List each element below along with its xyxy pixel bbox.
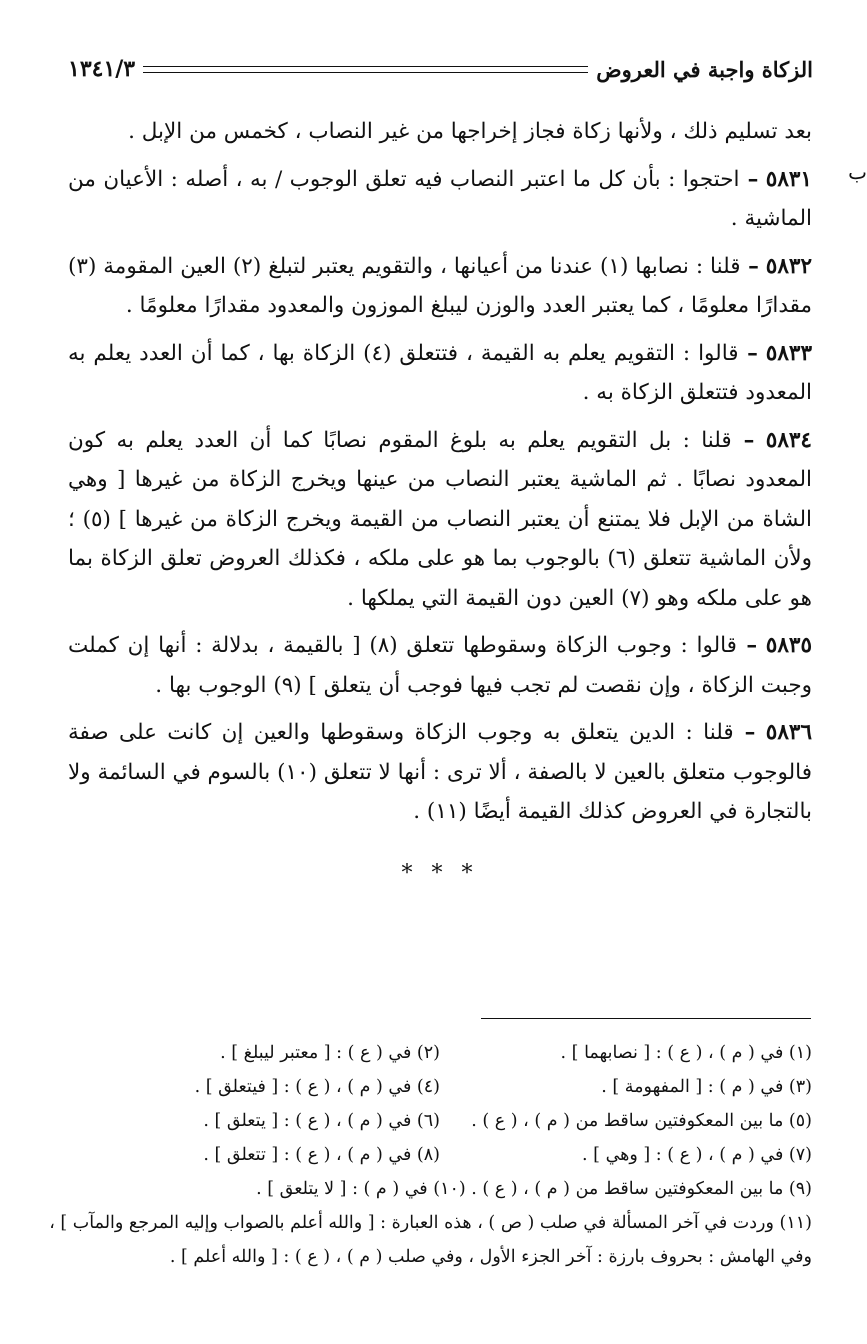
- footnote: (٢) في ( ع ) : [ معتبر ليبلغ ] .: [220, 1043, 440, 1063]
- footnote: (٦) في ( م ) ، ( ع ) : [ يتعلق ] .: [203, 1111, 440, 1131]
- paragraph: [68, 112, 812, 152]
- dash: –: [731, 427, 755, 453]
- dash: –: [736, 633, 758, 658]
- issue-number: ٥٨٣٢: [765, 253, 812, 279]
- footnote: (٧) في ( م ) ، ( ع ) : [ وهي ] .: [582, 1145, 812, 1165]
- footnote-row: [68, 1138, 812, 1172]
- footnotes: [49, 1036, 812, 1274]
- footnote: (٩) ما بين المعكوفتين ساقط من ( م ) ، ( ع ) . (١٠) في ( م ) : [ لا يتلعق ] .: [256, 1179, 812, 1199]
- paragraph: [68, 334, 812, 413]
- paragraph-text: بعد تسليم ذلك ، ولأنها زكاة فجاز إخراجها من غير النصاب ، كخمس من الإبل .: [128, 119, 812, 144]
- footnote: (١١) وردت في آخر المسألة في صلب ( ص ) ، هذه العبارة : [ والله أعلم بالصواب وإليه المرجع والمآب ] ،: [49, 1213, 812, 1233]
- page-number: ١٣٤١/٣: [68, 56, 136, 82]
- paragraph: [68, 247, 812, 326]
- footnote: (٣) في ( م ) : [ المفهومة ] .: [601, 1077, 812, 1097]
- footnote: (٥) ما بين المعكوفتين ساقط من ( م ) ، ( ع ) .: [471, 1111, 812, 1131]
- issue-number: ٥٨٣١: [765, 166, 812, 192]
- paragraph: [68, 626, 812, 705]
- dash: –: [740, 253, 759, 279]
- paragraph-text: قلنا : نصابها (١) عندنا من أعيانها ، والتقويم يعتبر لتبلغ (٢) العين المقومة (٣) مقدارًا معلومًا ، كما يعتبر العدد والوزن ليبلغ الموزون والمعدود مقدارًا معلومًا .: [68, 253, 812, 318]
- issue-number: ٥٨٣٦: [765, 720, 812, 745]
- paragraph: [68, 421, 812, 619]
- footnote: وفي الهامش : بحروف بارزة : آخر الجزء الأول ، وفي صلب ( م ) ، ( ع ) : [ والله أعلم ] .: [169, 1247, 812, 1267]
- section-separator: * * *: [401, 860, 479, 886]
- footnote: (٨) في ( م ) ، ( ع ) : [ تتعلق ] .: [203, 1145, 440, 1165]
- issue-number: ٥٨٣٤: [765, 427, 812, 453]
- margin-note: ب: [848, 160, 867, 184]
- footnote-row: [68, 1036, 812, 1070]
- issue-number: ٥٨٣٣: [765, 340, 812, 366]
- header-title: الزكاة واجبة في العروض: [596, 56, 813, 82]
- main-text: [68, 112, 812, 893]
- footnote-rule: [481, 1018, 811, 1019]
- footnote: (٤) في ( م ) ، ( ع ) : [ فيتعلق ] .: [194, 1077, 440, 1097]
- paragraph: [68, 160, 812, 239]
- footnote-row: [68, 1070, 812, 1104]
- header-rule: [143, 66, 588, 73]
- paragraph: [68, 713, 812, 832]
- paragraph-text: قالوا : التقويم يعلم به القيمة ، فتتعلق (٤) الزكاة بها ، كما أن العدد يعلم به المعدود فتتعلق الزكاة به .: [68, 340, 812, 405]
- footnote: (١) في ( م ) ، ( ع ) : [ نصابهما ] .: [560, 1043, 812, 1063]
- running-header: [68, 52, 813, 86]
- dash: –: [739, 166, 759, 192]
- paragraph-text: قلنا : الدين يتعلق به وجوب الزكاة وسقوطها والعين إن كانت على صفة فالوجوب متعلق بالعين لا بالصفة ، ألا ترى : أنها لا تتعلق (١٠) بالسوم في السائمة ولا بالتجارة في العروض كذلك القيمة أيضًا (١١) .: [68, 720, 812, 824]
- issue-number: ٥٨٣٥: [765, 633, 812, 658]
- paragraph-text: قالوا : وجوب الزكاة وسقوطها تتعلق (٨) [ بالقيمة ، بدلالة : أنها إن كملت وجبت الزكاة ، وإن نقصت لم تجب فيها فوجب أن يتعلق ] (٩) الوجوب بها .: [68, 633, 812, 698]
- dash: –: [733, 720, 756, 745]
- dash: –: [738, 340, 758, 366]
- paragraph-text: قلنا : بل التقويم يعلم به بلوغ المقوم نصابًا كما أن العدد يعلم به كون المعدود نصابًا . ثم الماشية يعتبر النصاب من عينها ويخرج الزكاة من غيرها [ وهي الشاة من الإبل فلا يمتنع أن يعتبر النصاب من القيمة ويخرج الزكاة من غيرها ] (٥) ؛ ولأن الماشية تتعلق (٦) بالوجوب بما هو على ملكه ، فكذلك العروض تعلق الزكاة بما هو على ملكه وهو (٧) العين دون القيمة التي يملكها .: [68, 427, 813, 611]
- paragraph-text: احتجوا : بأن كل ما اعتبر النصاب فيه تعلق الوجوب / به ، أصله : الأعيان من الماشية .: [68, 166, 812, 231]
- footnote-row: [68, 1104, 812, 1138]
